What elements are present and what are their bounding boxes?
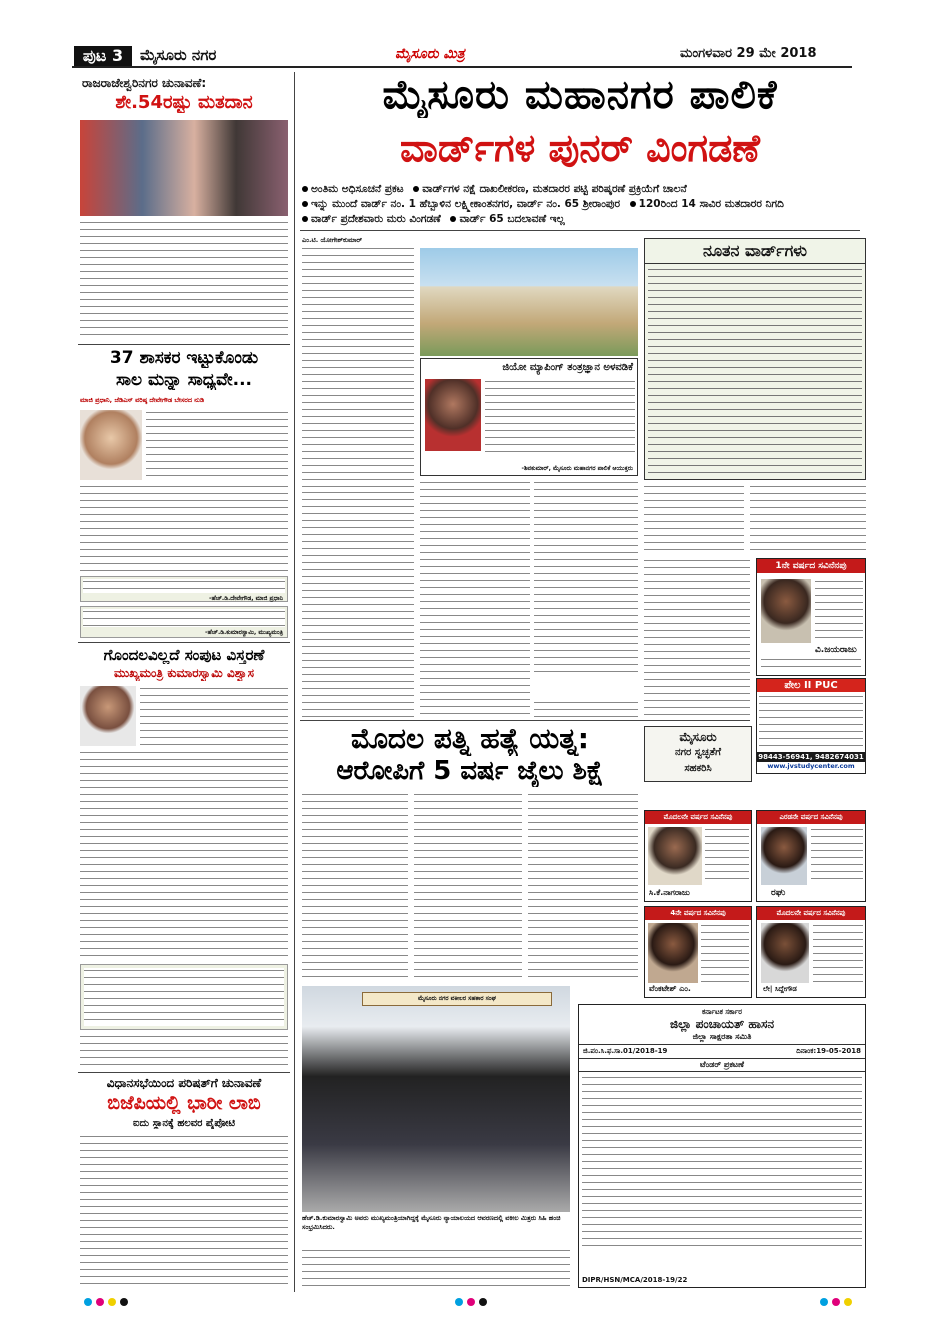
mcc-building-photo bbox=[420, 248, 638, 356]
story4-body bbox=[80, 1134, 288, 1286]
story1-kicker: ರಾಜರಾಜೇಶ್ವರಿನಗರ ಚುನಾವಣೆ: bbox=[82, 76, 207, 90]
new-wards-title: ನೂತನ ವಾರ್ಡ್‌ಗಳು bbox=[645, 239, 865, 264]
lead-body-col4 bbox=[534, 480, 638, 676]
clean-city-line3: ಸಹಕರಿಸಿ bbox=[684, 763, 712, 774]
bullet-2: ವಾರ್ಡ್‌ಗಳ ನಕ್ಷೆ ದಾಖಲೀಕರಣ, ಮತದಾರರ ಪಟ್ಟಿ ಪರಿಷ್ಕರಣೆ ಪ್ರಕ್ರಿಯೆಗೆ ಚಾಲನೆ bbox=[422, 183, 687, 195]
ad-remembrance-5 bbox=[644, 906, 752, 998]
ad1-title: 1ನೇ ವರ್ಷದ ಸವಿನೆನಪು bbox=[757, 559, 865, 573]
lead-body-col5 bbox=[644, 484, 744, 554]
story3-headline: ಗೊಂದಲವಿಲ್ಲದೆ ಸಂಪುಟ ವಿಸ್ತರಣೆ bbox=[103, 646, 265, 664]
story4-kicker: ವಿಧಾನಸಭೆಯಿಂದ ಪರಿಷತ್‌ಗೆ ಚುನಾವಣೆ bbox=[106, 1076, 262, 1090]
ad6-name: ಲೇ| ಸಿದ್ದೇಗೌಡ bbox=[763, 985, 797, 993]
story3-body-b bbox=[80, 750, 288, 962]
tender-ref: ಜಿ.ಪಂ.ಸಿ.ಫ.ಸಾ.01/2018-19 bbox=[583, 1047, 668, 1055]
ad2-phone: 98443-56941, 9482674031 bbox=[758, 753, 864, 761]
photo-caption-box bbox=[420, 358, 638, 476]
devegowda-photo bbox=[80, 410, 142, 480]
tender-title: ಜಿಲ್ಲಾ ಪಂಚಾಯತ್ ಹಾಸನ bbox=[670, 1017, 774, 1031]
story3-subhead: ಮುಖ್ಯಮಂತ್ರಿ ಕುಮಾರಸ್ವಾಮಿ ವಿಶ್ವಾಸ bbox=[113, 666, 255, 680]
bullet-5: ವಾರ್ಡ್ ಪ್ರದೇಶವಾರು ಮರು ವಿಂಗಡಣೆ bbox=[311, 213, 441, 225]
ad5-portrait bbox=[648, 923, 698, 983]
ad6-title: ಮೊದಲನೇ ವರ್ಷದ ಸವಿನೆನಪು bbox=[757, 907, 865, 920]
ad1-name: ವಿ.ಜಯರಾಜು bbox=[815, 645, 857, 655]
lead-body-col6 bbox=[750, 484, 866, 554]
ad-puc-coaching bbox=[756, 678, 866, 774]
mid-body-col3 bbox=[528, 792, 638, 982]
bullet-3: ಇನ್ನು ಮುಂದೆ ವಾರ್ಡ್ ನಂ. 1 ಹೆಬ್ಬಾಳಿನ ಲಕ್ಷ್ಮೀಕಾಂತನಗರ, ವಾರ್ಡ್ ನಂ. 65 ಶ್ರೀರಾಂಪುರ bbox=[311, 198, 621, 210]
ad2-title: ಪೇಲ II PUC bbox=[757, 679, 865, 692]
story2-headline-1: 37 ಶಾಸಕರ ಇಟ್ಟುಕೊಂಡು bbox=[109, 348, 259, 368]
tender-subtitle: ಜಿಲ್ಲಾ ಸಾಕ್ಷರತಾ ಸಮಿತಿ bbox=[579, 1032, 865, 1045]
ad-remembrance-6 bbox=[756, 906, 866, 998]
story3-body-a bbox=[140, 686, 288, 748]
bullet-4: 120ರಿಂದ 14 ಸಾವಿರ ಮತದಾರರ ನಿಗದಿ bbox=[638, 198, 784, 210]
tender-code: DIPR/HSN/MCA/2018-19/22 bbox=[582, 1276, 688, 1284]
lead-body-col1 bbox=[302, 246, 414, 488]
ad-remembrance-4 bbox=[756, 810, 866, 902]
story1-body bbox=[80, 220, 288, 340]
story2-body-a bbox=[146, 410, 288, 482]
tender-date: ದಿನಾಂಕ:19-05-2018 bbox=[796, 1047, 861, 1055]
page-number-badge: ಪುಟ 3 bbox=[74, 46, 132, 66]
clean-city-line2: ನಗರ ಸ್ವಚ್ಛತೆಗೆ bbox=[675, 747, 721, 758]
ad5-name: ವೆಂಕಟೇಶ್ ಎಂ. bbox=[649, 984, 691, 993]
ad3-portrait bbox=[648, 827, 702, 885]
commissioner-photo bbox=[425, 379, 481, 451]
highlight-note bbox=[534, 680, 638, 700]
lawyers-photo-caption: ಹೆಚ್.ಡಿ.ಕುಮಾರಸ್ವಾಮಿ ಅವರು ಮುಖ್ಯಮಂತ್ರಿಯಾಗಿದ್ದಕ್ಕೆ ಮೈಸೂರು ನ್ಯಾಯಾಲಯದ ಆವರಣದಲ್ಲಿ ವಕೀಲ ಮಿತ್ರರು ಸಿಹಿ ಹಂಚಿ ಸಂಭ್ರಮಿಸಿದರು. bbox=[302, 1214, 561, 1231]
ad4-portrait bbox=[761, 827, 807, 885]
tender-notice-label: ಟೆಂಡರ್ ಪ್ರಕಟಣೆ bbox=[579, 1059, 865, 1072]
ad3-name: ಸಿ.ಕೆ.ನಾಗರಾಜು bbox=[649, 888, 690, 897]
section-name: ಮೈಸೂರು ನಗರ bbox=[140, 46, 217, 64]
lead-headline-2: ವಾರ್ಡ್‌ಗಳ ಪುನರ್ ವಿಂಗಡಣೆ bbox=[400, 126, 760, 170]
lead-byline: ಎಂ.ಟಿ. ಯೋಗೇಶ್‌ಕುಮಾರ್ bbox=[302, 236, 363, 244]
mid-body-col1 bbox=[302, 792, 408, 982]
tender-gov: ಕರ್ನಾಟಕ ಸರ್ಕಾರ bbox=[702, 1008, 742, 1016]
story2-subhead: ಮಾಜಿ ಪ್ರಧಾನಿ, ಜೆಡಿಎಸ್ ವರಿಷ್ಠ ದೇವೇಗೌಡ ಬೇಸರದ ನುಡಿ bbox=[80, 396, 205, 404]
masthead: ಮೈಸೂರು ಮಿತ್ರ bbox=[395, 46, 465, 62]
story4-headline: ಬಿಜೆಪಿಯಲ್ಲಿ ಭಾರೀ ಲಾಬಿ bbox=[107, 1092, 261, 1114]
bullet-6: ವಾರ್ಡ್ 65 ಬದಲಾವಣೆ ಇಲ್ಲ bbox=[459, 213, 565, 225]
quote2-attribution: -ಹೆಚ್.ಡಿ.ಕುಮಾರಸ್ವಾಮಿ, ಮುಖ್ಯಮಂತ್ರಿ bbox=[205, 629, 283, 636]
ad2-website: www.jvstudycenter.com bbox=[767, 762, 855, 770]
bullet-1: ಅಂತಿಮ ಅಧಿಸೂಚನೆ ಪ್ರಕಟ bbox=[311, 183, 404, 195]
issue-date: ಮಂಗಳವಾರ 29 ಮೇ 2018 bbox=[680, 46, 817, 61]
new-wards-box bbox=[644, 238, 866, 480]
ad4-name: ರಘು bbox=[771, 888, 786, 898]
story2-headline-2: ಸಾಲ ಮನ್ನಾ ಸಾಧ್ಯವೇ... bbox=[115, 370, 253, 390]
photo-caption-head: ಜಿಯೋ ಮ್ಯಾಪಿಂಗ್ ತಂತ್ರಜ್ಞಾನ ಅಳವಡಿಕೆ bbox=[502, 362, 633, 373]
lead-bullets bbox=[302, 182, 862, 227]
quote1-attribution: -ಹೆಚ್.ಡಿ.ದೇವೇಗೌಡ, ಮಾಜಿ ಪ್ರಧಾನಿ bbox=[209, 595, 283, 602]
mid-headline-1: ಮೊದಲ ಪತ್ನಿ ಹತ್ಯೆ ಯತ್ನ: bbox=[350, 722, 590, 755]
mid-headline-2: ಆರೋಪಿಗೆ 5 ವರ್ಷ ಜೈಲು ಶಿಕ್ಷೆ bbox=[336, 756, 604, 786]
ad-remembrance-3 bbox=[644, 810, 752, 902]
clean-city-box bbox=[644, 726, 752, 782]
photo-caption-attribution: -ಶಿವಕುಮಾರ್, ಮೈಸೂರು ಮಹಾನಗರ ಪಾಲಿಕೆ ಆಯುಕ್ತರು bbox=[521, 465, 633, 472]
ad1-portrait bbox=[761, 579, 811, 643]
kumaraswamy-photo bbox=[80, 686, 136, 746]
ad-remembrance-1 bbox=[756, 558, 866, 676]
ad5-title: 4ನೇ ವರ್ಷದ ಸವಿನೆನಪು bbox=[645, 907, 751, 920]
ad6-portrait bbox=[761, 923, 809, 983]
story1-headline: ಶೇ.54ರಷ್ಟು ಮತದಾನ bbox=[115, 92, 253, 113]
mid-body-col2 bbox=[414, 792, 522, 982]
lead-headline-1: ಮೈಸೂರು ಮಹಾನಗರ ಪಾಲಿಕೆ bbox=[382, 72, 778, 118]
story4-subhead: ಐದು ಸ್ಥಾನಕ್ಕೆ ಹಲವರ ಪೈಪೋಟಿ bbox=[132, 1118, 235, 1129]
voters-queue-photo bbox=[80, 120, 288, 216]
lawyers-celebration-photo bbox=[302, 986, 570, 1212]
lead-body-col2 bbox=[302, 490, 414, 718]
ad4-title: ಎರಡನೇ ವರ್ಷದ ಸವಿನೆನಪು bbox=[757, 811, 865, 824]
ad3-title: ಮೊದಲನೇ ವರ್ಷದ ಸವಿನೆನಪು bbox=[645, 811, 751, 824]
photo-banner: ಮೈಸೂರು ನಗರ ವಕೀಲರ ಸಹಕಾರ ಸಂಘ bbox=[362, 992, 552, 1006]
lead-body-col3 bbox=[420, 480, 530, 718]
story2-body-b bbox=[80, 484, 288, 574]
clean-city-line1: ಮೈಸೂರು bbox=[679, 730, 717, 744]
tender-notice bbox=[578, 1004, 866, 1288]
